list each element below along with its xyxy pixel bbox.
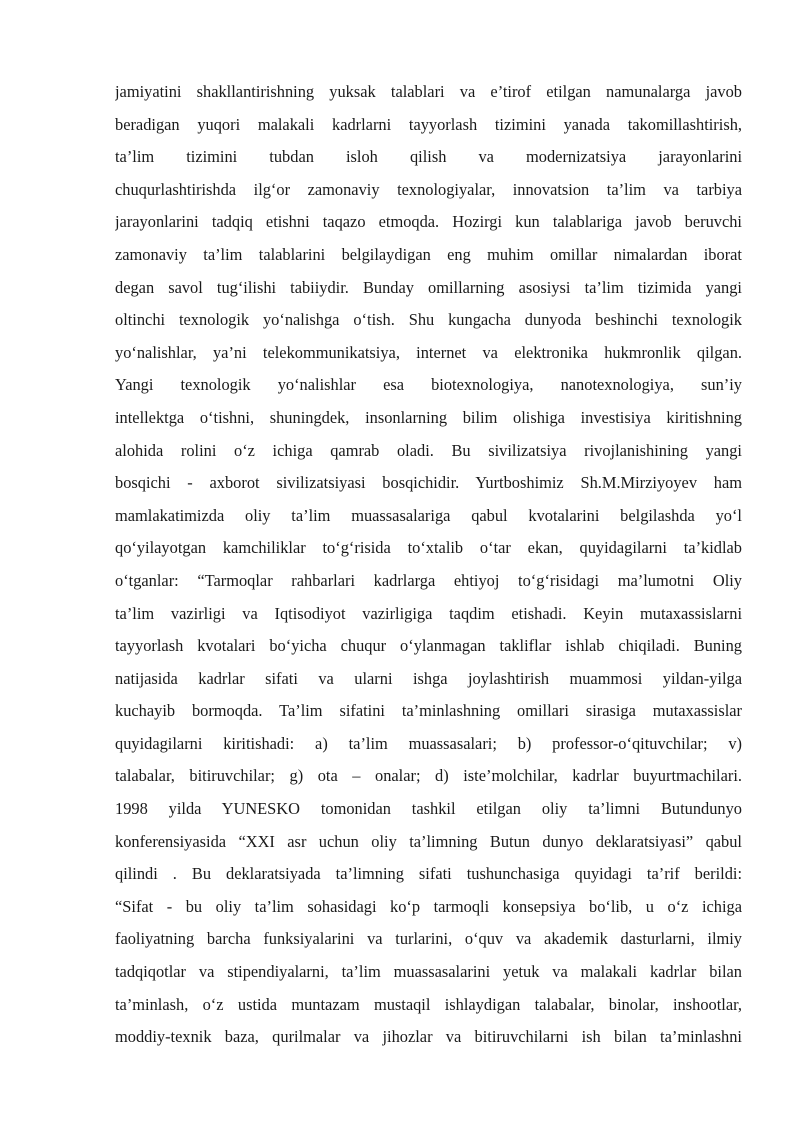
text-line: tadqiqotlar va stipendiyalarni, ta’lim muassasalarini yetuk va malakali kadrlar bilan [115, 962, 742, 982]
text-line: jarayonlarini tadqiq etishni taqazo etmoqda. Hozirgi kun talablariga javob beruvchi [115, 212, 742, 232]
text-line: beradigan yuqori malakali kadrlarni tayyorlash tizimini yanada takomillashtirish, [115, 114, 742, 134]
text-line: degan savol tug‘ilishi tabiiydir. Bunday omillarning asosiysi ta’lim tizimida yangi [115, 277, 742, 297]
text-line: ta’lim vazirligi va Iqtisodiyot vazirligiga taqdim etishadi. Keyin mutaxassislarni [115, 603, 742, 623]
text-line: chuqurlashtirishda ilg‘or zamonaviy texnologiyalar, innovatsion ta’lim va tarbiya [115, 179, 742, 199]
text-line: mamlakatimizda oliy ta’lim muassasalariga qabul kvotalarini belgilashda yo‘l [115, 505, 742, 525]
text-line: intellektga o‘tishni, shuningdek, insonlarning bilim olishiga investisiya kiritishning [115, 407, 742, 427]
text-line: bosqichi - axborot sivilizatsiyasi bosqichidir. Yurtboshimiz Sh.M.Mirziyoyev ham [115, 473, 742, 493]
text-line: konferensiyasida “XXI asr uchun oliy ta’limning Butun dunyo deklaratsiyasi” qabul [115, 831, 742, 851]
text-line: jamiyatini shakllantirishning yuksak talablari va e’tirof etilgan namunalarga javob [115, 82, 742, 101]
text-line: ta’minlash, o‘z ustida muntazam mustaqil ishlaydigan talabalar, binolar, inshootlar, [115, 994, 742, 1014]
text-line: alohida rolini o‘z ichiga qamrab oladi. Bu sivilizatsiya rivojlanishining yangi [115, 440, 742, 460]
text-line: qo‘yilayotgan kamchiliklar to‘g‘risida to‘xtalib o‘tar ekan, quyidagilarni ta’kidlab [115, 538, 742, 558]
text-line: kuchayib bormoqda. Ta’lim sifatini ta’minlashning omillari sirasiga mutaxassislar [115, 701, 742, 721]
body-text [115, 76, 742, 1054]
text-line: quyidagilarni kiritishadi: a) ta’lim muassasalari; b) professor-o‘qituvchilar; v) [115, 733, 742, 753]
text-line: yo‘nalishlar, ya’ni telekommunikatsiya, internet va elektronika hukmronlik qilgan. [115, 342, 742, 362]
text-line: “Sifat - bu oliy ta’lim sohasidagi ko‘p tarmoqli konsepsiya bo‘lib, u o‘z ichiga [115, 896, 742, 916]
text-line: talabalar, bitiruvchilar; g) ota – onalar; d) iste’molchilar, kadrlar buyurtmachilari. [115, 766, 742, 786]
text-line: zamonaviy ta’lim talablarini belgilaydigan eng muhim omillar nimalardan iborat [115, 244, 742, 264]
text-line: tayyorlash kvotalari bo‘yicha chuqur o‘ylanmagan takliflar ishlab chiqiladi. Buning [115, 636, 742, 656]
text-line: ta’lim tizimini tubdan isloh qilish va modernizatsiya jarayonlarini [115, 147, 742, 167]
text-line: natijasida kadrlar sifati va ularni ishga joylashtirish muammosi yildan-yilga [115, 668, 742, 688]
text-line: faoliyatning barcha funksiyalarini va turlarini, o‘quv va akademik dasturlarni, ilmiy [115, 929, 742, 949]
text-line: qilindi . Bu deklaratsiyada ta’limning sifati tushunchasiga quyidagi ta’rif berildi: [115, 864, 742, 884]
text-line: oltinchi texnologik yo‘nalishga o‘tish. Shu kungacha dunyoda beshinchi texnologik [115, 310, 742, 330]
text-line: Yangi texnologik yo‘nalishlar esa biotexnologiya, nanotexnologiya, sun’iy [115, 375, 742, 395]
text-line: moddiy-texnik baza, qurilmalar va jihozlar va bitiruvchilarni ish bilan ta’minlashni [115, 1027, 742, 1047]
text-line: 1998 yilda YUNESKO tomonidan tashkil etilgan oliy ta’limni Butundunyo [115, 799, 742, 819]
text-line: o‘tganlar: “Tarmoqlar rahbarlari kadrlarga ehtiyoj to‘g‘risidagi ma’lumotni Oliy [115, 570, 742, 590]
